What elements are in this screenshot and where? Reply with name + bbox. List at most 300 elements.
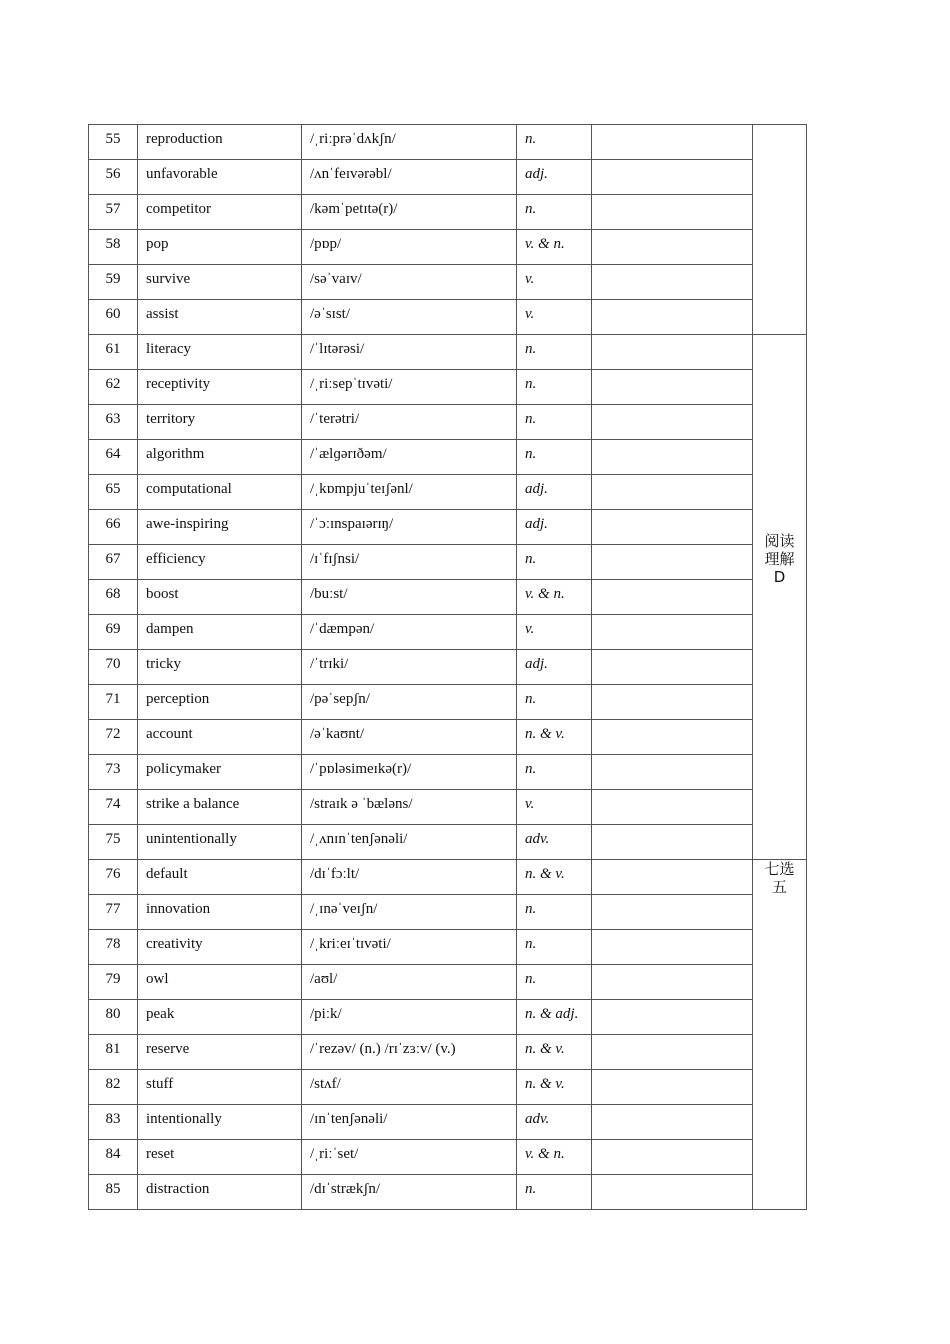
word-cell	[138, 545, 302, 580]
part-of-speech-cell	[517, 895, 592, 930]
phonetic-cell	[302, 930, 517, 965]
word-cell-text: unfavorable	[146, 166, 218, 182]
part-of-speech-cell	[517, 615, 592, 650]
phonetic-cell	[302, 370, 517, 405]
phonetic-cell	[302, 895, 517, 930]
word-cell	[138, 160, 302, 195]
word-cell-text: owl	[146, 971, 169, 987]
number-cell	[89, 300, 138, 335]
number-cell	[89, 265, 138, 300]
word-cell	[138, 685, 302, 720]
table-row	[89, 860, 807, 895]
phonetic-cell	[302, 1035, 517, 1070]
note-cell-text	[592, 1035, 752, 1040]
note-cell-text	[592, 790, 752, 795]
word-cell-text: stuff	[146, 1076, 174, 1092]
number-cell	[89, 370, 138, 405]
word-cell-text: creativity	[146, 936, 203, 952]
note-cell-text	[592, 615, 752, 620]
number-cell-text: 74	[105, 796, 121, 812]
note-cell	[592, 160, 753, 195]
note-cell	[592, 650, 753, 685]
note-cell-text	[592, 125, 752, 130]
note-cell-text	[592, 335, 752, 340]
phonetic-cell-text: /ˌriːˈset/	[310, 1146, 359, 1162]
word-cell	[138, 825, 302, 860]
word-cell	[138, 475, 302, 510]
part-of-speech-cell-text: n. & v.	[525, 1041, 565, 1057]
part-of-speech-cell-text: n.	[525, 446, 537, 462]
phonetic-cell	[302, 790, 517, 825]
phonetic-cell-text: /pɒp/	[310, 236, 342, 252]
phonetic-cell	[302, 440, 517, 475]
table-row	[89, 510, 807, 545]
word-cell-text: dampen	[146, 621, 194, 637]
word-cell	[138, 405, 302, 440]
phonetic-cell	[302, 825, 517, 860]
word-cell-text: default	[146, 866, 188, 882]
number-cell-text: 72	[105, 726, 121, 742]
note-cell	[592, 685, 753, 720]
part-of-speech-cell	[517, 1000, 592, 1035]
note-cell	[592, 1035, 753, 1070]
phonetic-cell-text: /ˈterətri/	[310, 411, 360, 427]
part-of-speech-cell	[517, 1035, 592, 1070]
word-cell	[138, 580, 302, 615]
number-cell-text: 81	[105, 1041, 121, 1057]
phonetic-cell-text: /ˌkɒmpjuˈteɪʃənl/	[310, 481, 413, 497]
part-of-speech-cell-text: v.	[525, 621, 535, 637]
number-cell-text: 55	[105, 131, 121, 147]
note-cell	[592, 405, 753, 440]
note-cell	[592, 825, 753, 860]
number-cell	[89, 755, 138, 790]
word-cell	[138, 1035, 302, 1070]
phonetic-cell	[302, 1140, 517, 1175]
number-cell	[89, 650, 138, 685]
number-cell-text: 57	[105, 201, 121, 217]
table-row	[89, 1035, 807, 1070]
phonetic-cell	[302, 265, 517, 300]
word-cell	[138, 370, 302, 405]
part-of-speech-cell-text: v. & n.	[525, 236, 565, 252]
section-label-line: 阅读	[764, 532, 795, 550]
table-row	[89, 790, 807, 825]
note-cell	[592, 860, 753, 895]
word-cell-text: competitor	[146, 201, 211, 217]
phonetic-cell-text: /ɪˈfɪʃnsi/	[310, 551, 360, 567]
word-cell-text: reserve	[146, 1041, 190, 1057]
note-cell-text	[592, 965, 752, 970]
part-of-speech-cell	[517, 1105, 592, 1140]
word-cell-text: assist	[146, 306, 179, 322]
part-of-speech-cell	[517, 545, 592, 580]
number-cell	[89, 230, 138, 265]
number-cell-text: 56	[105, 166, 121, 182]
part-of-speech-cell	[517, 685, 592, 720]
number-cell	[89, 440, 138, 475]
part-of-speech-cell	[517, 440, 592, 475]
note-cell	[592, 1175, 753, 1210]
note-cell-text	[592, 440, 752, 445]
note-cell	[592, 965, 753, 1000]
note-cell	[592, 1105, 753, 1140]
part-of-speech-cell-text: adj.	[525, 481, 548, 497]
word-cell	[138, 125, 302, 160]
word-cell	[138, 650, 302, 685]
word-cell-text: strike a balance	[146, 796, 240, 812]
section-label-line: 五	[771, 878, 787, 896]
number-cell-text: 61	[105, 341, 121, 357]
part-of-speech-cell-text: n.	[525, 761, 537, 777]
number-cell-text: 78	[105, 936, 121, 952]
part-of-speech-cell	[517, 230, 592, 265]
phonetic-cell-text: /ʌnˈfeɪvərəbl/	[310, 166, 392, 182]
phonetic-cell	[302, 475, 517, 510]
note-cell	[592, 230, 753, 265]
part-of-speech-cell-text: v.	[525, 271, 535, 287]
part-of-speech-cell	[517, 580, 592, 615]
table-row	[89, 580, 807, 615]
note-cell-text	[592, 825, 752, 830]
phonetic-cell-text: /ˈlɪtərəsi/	[310, 341, 365, 357]
section-label-cell	[753, 860, 807, 1210]
table-row	[89, 370, 807, 405]
number-cell	[89, 160, 138, 195]
section-label	[753, 335, 806, 586]
section-label-line: 理解	[764, 550, 795, 568]
part-of-speech-cell-text: n.	[525, 201, 537, 217]
word-cell-text: policymaker	[146, 761, 221, 777]
number-cell-text: 83	[105, 1111, 121, 1127]
part-of-speech-cell-text: adj.	[525, 656, 548, 672]
note-cell	[592, 790, 753, 825]
phonetic-cell-text: /ˌriːsepˈtɪvəti/	[310, 376, 393, 392]
part-of-speech-cell	[517, 405, 592, 440]
phonetic-cell	[302, 300, 517, 335]
word-cell-text: reproduction	[146, 131, 223, 147]
word-cell	[138, 440, 302, 475]
note-cell-text	[592, 650, 752, 655]
phonetic-cell-text: /əˈkaʊnt/	[310, 726, 365, 742]
phonetic-cell	[302, 1000, 517, 1035]
word-cell-text: pop	[146, 236, 169, 252]
part-of-speech-cell-text: adv.	[525, 1111, 550, 1127]
part-of-speech-cell-text: n.	[525, 131, 537, 147]
note-cell	[592, 1000, 753, 1035]
phonetic-cell	[302, 580, 517, 615]
word-cell	[138, 720, 302, 755]
part-of-speech-cell-text: adj.	[525, 516, 548, 532]
word-cell	[138, 755, 302, 790]
note-cell-text	[592, 1105, 752, 1110]
number-cell-text: 63	[105, 411, 121, 427]
word-cell	[138, 790, 302, 825]
phonetic-cell	[302, 720, 517, 755]
word-cell-text: peak	[146, 1006, 175, 1022]
table-row	[89, 930, 807, 965]
phonetic-cell	[302, 230, 517, 265]
table-row	[89, 650, 807, 685]
table-row	[89, 300, 807, 335]
note-cell-text	[592, 580, 752, 585]
section-label	[753, 860, 806, 896]
number-cell	[89, 510, 138, 545]
number-cell-text: 76	[105, 866, 121, 882]
word-cell	[138, 510, 302, 545]
number-cell-text: 67	[105, 551, 121, 567]
part-of-speech-cell-text: n.	[525, 411, 537, 427]
note-cell-text	[592, 370, 752, 375]
phonetic-cell	[302, 965, 517, 1000]
part-of-speech-cell	[517, 1175, 592, 1210]
part-of-speech-cell-text: n.	[525, 936, 537, 952]
number-cell	[89, 1070, 138, 1105]
word-cell-text: distraction	[146, 1181, 210, 1197]
word-cell-text: boost	[146, 586, 179, 602]
phonetic-cell-text: /pəˈsepʃn/	[310, 691, 370, 707]
phonetic-cell-text: /ˈpɒləsimeɪkə(r)/	[310, 761, 412, 777]
number-cell	[89, 335, 138, 370]
number-cell-text: 85	[105, 1181, 121, 1197]
part-of-speech-cell	[517, 125, 592, 160]
part-of-speech-cell	[517, 720, 592, 755]
word-cell	[138, 1000, 302, 1035]
note-cell-text	[592, 720, 752, 725]
note-cell-text	[592, 230, 752, 235]
word-cell	[138, 1105, 302, 1140]
part-of-speech-cell	[517, 965, 592, 1000]
part-of-speech-cell-text: n.	[525, 971, 537, 987]
table-row	[89, 160, 807, 195]
section-label-line: 七选	[764, 860, 795, 878]
word-cell-text: innovation	[146, 901, 211, 917]
number-cell-text: 75	[105, 831, 121, 847]
word-cell-text: unintentionally	[146, 831, 237, 847]
number-cell-text: 77	[105, 901, 121, 917]
part-of-speech-cell	[517, 1070, 592, 1105]
table-row	[89, 195, 807, 230]
note-cell-text	[592, 160, 752, 165]
table-row	[89, 230, 807, 265]
number-cell-text: 59	[105, 271, 121, 287]
word-cell-text: literacy	[146, 341, 191, 357]
table-row	[89, 895, 807, 930]
note-cell	[592, 335, 753, 370]
number-cell-text: 84	[105, 1146, 121, 1162]
number-cell	[89, 125, 138, 160]
phonetic-cell	[302, 545, 517, 580]
number-cell-text: 71	[105, 691, 121, 707]
phonetic-cell	[302, 650, 517, 685]
word-cell-text: awe-inspiring	[146, 516, 229, 532]
phonetic-cell-text: /buːst/	[310, 586, 348, 602]
phonetic-cell-text: /ˈtrɪki/	[310, 656, 349, 672]
table-row	[89, 1000, 807, 1035]
word-cell	[138, 265, 302, 300]
phonetic-cell-text: /straɪk ə ˈbæləns/	[310, 796, 413, 812]
phonetic-cell	[302, 615, 517, 650]
part-of-speech-cell	[517, 930, 592, 965]
phonetic-cell	[302, 1105, 517, 1140]
part-of-speech-cell-text: n.	[525, 901, 537, 917]
note-cell-text	[592, 1140, 752, 1145]
phonetic-cell	[302, 860, 517, 895]
part-of-speech-cell-text: n. & v.	[525, 866, 565, 882]
note-cell-text	[592, 895, 752, 900]
phonetic-cell	[302, 195, 517, 230]
note-cell-text	[592, 1175, 752, 1180]
number-cell-text: 82	[105, 1076, 121, 1092]
phonetic-cell-text: /dɪˈstrækʃn/	[310, 1181, 380, 1197]
note-cell	[592, 265, 753, 300]
number-cell	[89, 580, 138, 615]
word-cell-text: territory	[146, 411, 196, 427]
number-cell-text: 65	[105, 481, 121, 497]
table-row	[89, 720, 807, 755]
part-of-speech-cell-text: adj.	[525, 166, 548, 182]
table-row	[89, 965, 807, 1000]
phonetic-cell-text: /səˈvaɪv/	[310, 271, 362, 287]
number-cell-text: 64	[105, 446, 121, 462]
word-cell	[138, 335, 302, 370]
note-cell	[592, 1140, 753, 1175]
word-cell-text: algorithm	[146, 446, 205, 462]
note-cell-text	[592, 1070, 752, 1075]
number-cell	[89, 545, 138, 580]
part-of-speech-cell-text: n. & adj.	[525, 1006, 579, 1022]
word-cell	[138, 230, 302, 265]
phonetic-cell	[302, 160, 517, 195]
part-of-speech-cell-text: n.	[525, 376, 537, 392]
phonetic-cell-text: /ˈælɡərɪðəm/	[310, 446, 387, 462]
part-of-speech-cell	[517, 265, 592, 300]
word-cell-text: computational	[146, 481, 232, 497]
part-of-speech-cell-text: v.	[525, 796, 535, 812]
phonetic-cell-text: /ˈɔːɪnspaɪərɪŋ/	[310, 516, 394, 532]
number-cell-text: 73	[105, 761, 121, 777]
part-of-speech-cell-text: v.	[525, 306, 535, 322]
note-cell	[592, 755, 753, 790]
note-cell-text	[592, 300, 752, 305]
phonetic-cell-text: /stʌf/	[310, 1076, 341, 1092]
word-cell-text: perception	[146, 691, 210, 707]
part-of-speech-cell	[517, 335, 592, 370]
number-cell	[89, 405, 138, 440]
number-cell-text: 58	[105, 236, 121, 252]
word-cell-text: reset	[146, 1146, 175, 1162]
note-cell	[592, 475, 753, 510]
word-cell-text: account	[146, 726, 193, 742]
note-cell-text	[592, 265, 752, 270]
number-cell	[89, 195, 138, 230]
number-cell	[89, 1000, 138, 1035]
part-of-speech-cell-text: adv.	[525, 831, 550, 847]
number-cell-text: 66	[105, 516, 121, 532]
number-cell	[89, 685, 138, 720]
note-cell	[592, 580, 753, 615]
phonetic-cell-text: /ˌʌnɪnˈtenʃənəli/	[310, 831, 408, 847]
number-cell	[89, 895, 138, 930]
part-of-speech-cell-text: n.	[525, 551, 537, 567]
phonetic-cell-text: /piːk/	[310, 1006, 342, 1022]
part-of-speech-cell	[517, 860, 592, 895]
table-row	[89, 685, 807, 720]
table-row	[89, 825, 807, 860]
part-of-speech-cell	[517, 160, 592, 195]
word-cell	[138, 1070, 302, 1105]
note-cell	[592, 1070, 753, 1105]
number-cell	[89, 615, 138, 650]
word-cell	[138, 300, 302, 335]
note-cell	[592, 440, 753, 475]
phonetic-cell-text: /ɪnˈtenʃənəli/	[310, 1111, 388, 1127]
table-row	[89, 755, 807, 790]
note-cell	[592, 300, 753, 335]
part-of-speech-cell	[517, 370, 592, 405]
number-cell	[89, 1140, 138, 1175]
phonetic-cell-text: /dɪˈfɔːlt/	[310, 866, 360, 882]
table-row	[89, 335, 807, 370]
number-cell-text: 68	[105, 586, 121, 602]
phonetic-cell	[302, 405, 517, 440]
note-cell	[592, 370, 753, 405]
section-label-line: D	[773, 568, 786, 586]
part-of-speech-cell	[517, 300, 592, 335]
note-cell-text	[592, 545, 752, 550]
part-of-speech-cell	[517, 1140, 592, 1175]
word-cell-text: intentionally	[146, 1111, 222, 1127]
part-of-speech-cell	[517, 790, 592, 825]
number-cell-text: 62	[105, 376, 121, 392]
phonetic-cell-text: /kəmˈpetɪtə(r)/	[310, 201, 398, 217]
word-cell-text: receptivity	[146, 376, 211, 392]
table-row	[89, 475, 807, 510]
note-cell	[592, 615, 753, 650]
part-of-speech-cell-text: n.	[525, 1181, 537, 1197]
number-cell-text: 69	[105, 621, 121, 637]
note-cell	[592, 510, 753, 545]
note-cell-text	[592, 510, 752, 515]
note-cell	[592, 930, 753, 965]
number-cell-text: 70	[105, 656, 121, 672]
note-cell-text	[592, 755, 752, 760]
note-cell-text	[592, 405, 752, 410]
number-cell-text: 60	[105, 306, 121, 322]
note-cell-text	[592, 930, 752, 935]
phonetic-cell	[302, 510, 517, 545]
number-cell-text: 79	[105, 971, 121, 987]
part-of-speech-cell-text: n. & v.	[525, 726, 565, 742]
number-cell	[89, 1105, 138, 1140]
part-of-speech-cell-text: v. & n.	[525, 586, 565, 602]
table-row	[89, 265, 807, 300]
word-cell	[138, 615, 302, 650]
part-of-speech-cell	[517, 195, 592, 230]
number-cell	[89, 860, 138, 895]
word-cell	[138, 895, 302, 930]
word-cell	[138, 1140, 302, 1175]
word-cell	[138, 930, 302, 965]
section-label-cell	[753, 335, 807, 860]
phonetic-cell	[302, 335, 517, 370]
table-row	[89, 1105, 807, 1140]
number-cell	[89, 1175, 138, 1210]
part-of-speech-cell	[517, 650, 592, 685]
part-of-speech-cell-text: n.	[525, 691, 537, 707]
phonetic-cell-text: /ˌkriːeɪˈtɪvəti/	[310, 936, 391, 952]
table-row	[89, 440, 807, 475]
